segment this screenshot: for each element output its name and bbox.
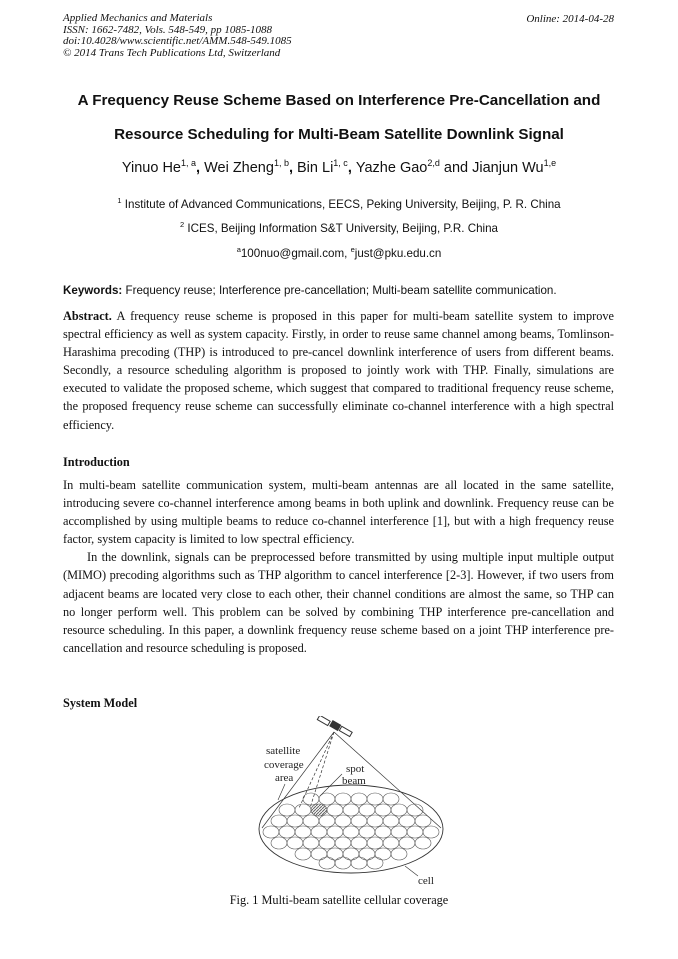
beam-cell [367, 815, 383, 827]
author: Wei Zheng$^{1, b}$, [204, 158, 298, 176]
keywords-text: Frequency reuse; Interference pre-cancellation; Multi-beam satellite communication. [122, 284, 557, 297]
author: Yinuo He$^{1, a}$, [121, 158, 205, 176]
beam-cell [375, 848, 391, 860]
label-cell: cell [418, 875, 434, 887]
beam-cell [335, 857, 351, 869]
online-date: Online: 2014-04-28 [526, 13, 614, 25]
beam-cell [303, 793, 319, 805]
beam-cell [423, 826, 439, 838]
beam-cell [415, 815, 431, 827]
beam-cell [391, 848, 407, 860]
beam-cell [343, 826, 359, 838]
label-coverage: coverage [264, 759, 304, 771]
beam-cell [375, 804, 391, 816]
beam-cell [399, 815, 415, 827]
beam-cell [351, 793, 367, 805]
beam-cell [271, 837, 287, 849]
beam-cell [319, 857, 335, 869]
author: Jianjun Wu$^{1,e}$ [472, 158, 557, 176]
beam-cell [351, 815, 367, 827]
label-area: area [275, 772, 294, 784]
beam-cell [375, 826, 391, 838]
paragraph: In the downlink, signals can be preprocessed before transmitted by using multiple input multiple output (MIMO) precoding algorithms such as THP algorithm to cancel interference [2-3]. However, if two users from adjacent beams are located very close to each other, their channel conditions are almost the same, so THP can no longer perform well. This problem can be solved by combining THP interference pre-cancellation and resource scheduling. In this paper, a downlink frequency reuse scheme based on a joint THP interference pre-cancellation and resource scheduling is proposed. [63, 550, 614, 655]
label-spot: spot [346, 763, 365, 775]
beam-cell [271, 815, 287, 827]
beam-cell [367, 793, 383, 805]
beam-cell [415, 837, 431, 849]
beam-cell [343, 804, 359, 816]
satellite-coverage-figure [250, 716, 450, 888]
beam-cell [359, 826, 375, 838]
beam-cell [287, 837, 303, 849]
doi: doi:10.4028/www.scientific.net/AMM.548-549.1085 [63, 35, 292, 47]
beam-cell [351, 837, 367, 849]
beam-cell [399, 837, 415, 849]
beam-cell [407, 826, 423, 838]
beam-cell [383, 815, 399, 827]
abstract [63, 307, 614, 434]
author-list [0, 158, 678, 176]
beam-cell [319, 815, 335, 827]
beam-cell [383, 793, 399, 805]
label-satellite: satellite [266, 745, 301, 757]
author: Yazhe Gao$^{2,d}$ and [355, 158, 473, 176]
beam-cell [295, 804, 311, 816]
beam-cell [319, 837, 335, 849]
journal-header [63, 13, 292, 59]
beam-cell [367, 837, 383, 849]
beam-cell [359, 804, 375, 816]
beam-cell [263, 826, 279, 838]
beam-cell [311, 826, 327, 838]
satellite-icon [317, 716, 352, 737]
emails: $^a$100nuo@gmail.com, $^e$just@pku.edu.cn [236, 245, 442, 260]
beam-cell [295, 848, 311, 860]
beam-cell [335, 793, 351, 805]
beam-cell [327, 826, 343, 838]
title-line-2: Resource Scheduling for Multi-Beam Satellite Downlink Signal [114, 126, 564, 143]
copyright: © 2014 Trans Tech Publications Ltd, Switzerland [63, 46, 281, 59]
abstract-label: Abstract. [63, 309, 112, 323]
beam-cell [351, 857, 367, 869]
abstract-text: A frequency reuse scheme is proposed in this paper for multi-beam satellite system to improve spectral efficiency as well as system capacity. Firstly, in order to reuse same channel among beams, Tomlinson-Harashima precoding (THP) is introduced to pre-cancel downlink interference of users from different beams. Secondly, a resource scheduling algorithm is proposed to jointly work with THP. Finally, simulations are executed to validate the proposed scheme, which suggest that compared to traditional frequency reuse scheme, the proposed frequency reuse scheme can successfully eliminate co-channel interference with a high spectral efficiency. [63, 309, 614, 432]
affiliation-1: $^1$ Institute of Advanced Communications, EECS, Peking University, Beijing, P. R. China [117, 196, 561, 211]
beam-cell [391, 826, 407, 838]
beam-cell [303, 815, 319, 827]
beam-cell [391, 804, 407, 816]
paragraph: In multi-beam satellite communication system, multi-beam antennas are all located in the same satellite, introducing severe co-channel interference among beams in both uplink and downlink. Frequency reuse can be accomplished by using multiple beams to reduce co-channel interference [1], but with a high frequency reuse factor, system capacity is limited to low spectral efficiency. [63, 478, 614, 547]
beam-cell [327, 804, 343, 816]
keywords-label: Keywords: [63, 284, 123, 297]
beam-cell [367, 857, 383, 869]
author: Bin Li$^{1, c}$, [297, 158, 356, 176]
beam-cell [335, 837, 351, 849]
introduction-body [63, 476, 614, 657]
beam-cell [327, 848, 343, 860]
beam-cell [279, 804, 295, 816]
section-heading-system-model: System Model [63, 696, 138, 710]
beam-cell [295, 826, 311, 838]
beam-cell [383, 837, 399, 849]
beam-cell [303, 837, 319, 849]
label-beam: beam [342, 775, 366, 787]
issn: ISSN: 1662-7482, Vols. 548-549, pp 1085-1088 [63, 23, 272, 36]
beam-cell [279, 826, 295, 838]
beam-cells [263, 793, 439, 869]
title-line-1: A Frequency Reuse Scheme Based on Interference Pre-Cancellation and [77, 92, 601, 109]
keywords [63, 284, 557, 297]
beam-cell [311, 848, 327, 860]
affiliation-2: $^2$ ICES, Beijing Information S&T University, Beijing, P.R. China [180, 220, 498, 235]
beam-cell [343, 848, 359, 860]
journal-name: Applied Mechanics and Materials [63, 12, 213, 24]
section-heading-introduction: Introduction [63, 455, 130, 469]
beam-cell [335, 815, 351, 827]
beam-cell [287, 815, 303, 827]
beam-cell [359, 848, 375, 860]
figure-caption: Fig. 1 Multi-beam satellite cellular coverage [229, 893, 449, 907]
spot-beam-cell [311, 804, 327, 816]
